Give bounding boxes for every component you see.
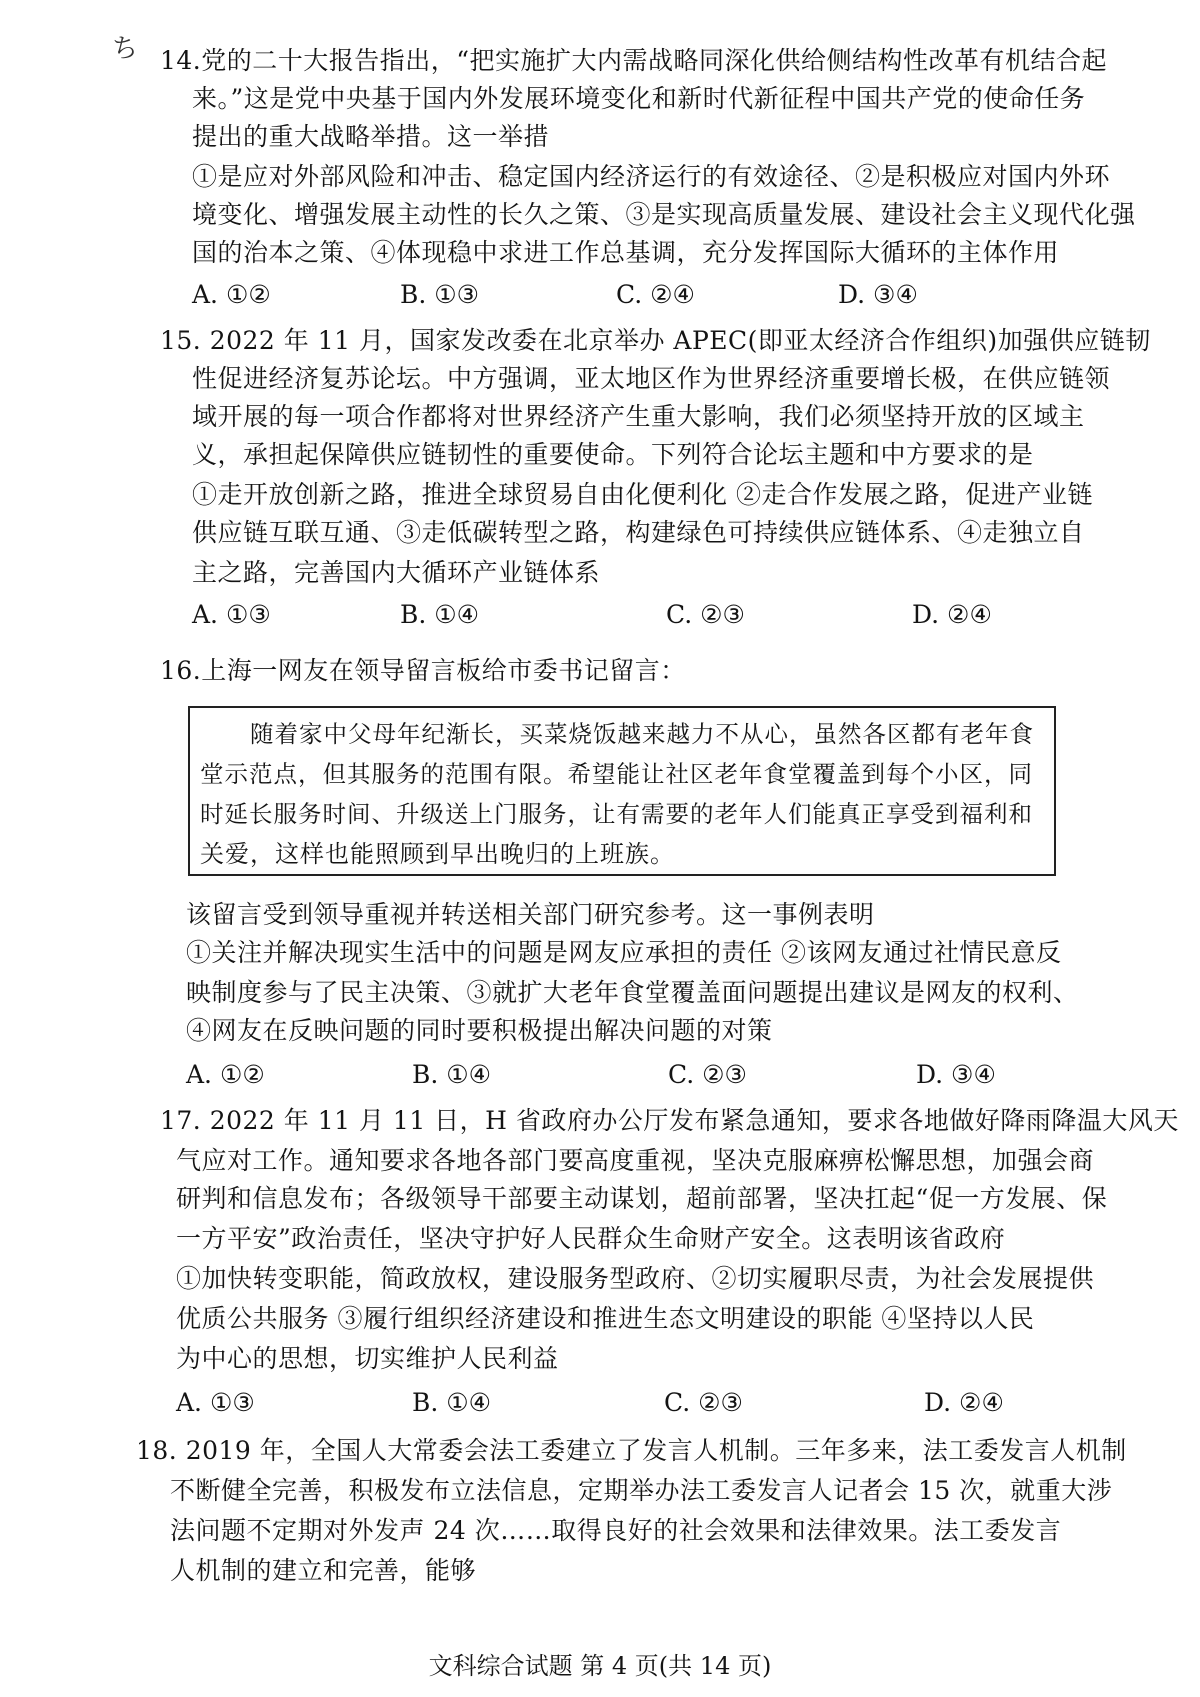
q16-line: ④网友在反映问题的同时要积极提出解决问题的对策 xyxy=(186,1016,773,1045)
q15-option-a: A. ①③ xyxy=(192,600,271,629)
q17-line: 17. 2022 年 11 月 11 日，H 省政府办公厅发布紧急通知，要求各地做好降雨降温大风天 xyxy=(160,1106,1179,1135)
q17-option-a: A. ①③ xyxy=(176,1388,255,1417)
q14-line: ①是应对外部风险和冲击、稳定国内经济运行的有效途径、②是积极应对国内外环 xyxy=(192,162,1111,191)
q17-line: ①加快转变职能，简政放权，建设服务型政府、②切实履职尽责，为社会发展提供 xyxy=(176,1264,1095,1293)
q14-options xyxy=(192,278,1072,312)
q14-line: 14.党的二十大报告指出，“把实施扩大内需战略同深化供给侧结构性改革有机结合起 xyxy=(160,46,1108,75)
q16-line: 映制度参与了民主决策、③就扩大老年食堂覆盖面问题提出建议是网友的权利、 xyxy=(186,978,1079,1007)
quoted-message-line: 关爱，这样也能照顾到早出晚归的上班族。 xyxy=(200,840,675,868)
q15-line: 性促进经济复苏论坛。中方强调，亚太地区作为世界经济重要增长极，在供应链领 xyxy=(192,364,1111,393)
page-footer: 文科综合试题 第 4 页(共 14 页) xyxy=(428,1652,772,1680)
q15-line: 供应链互联互通、③走低碳转型之路，构建绿色可持续供应链体系、④走独立自 xyxy=(192,518,1085,547)
q16-option-c: C. ②③ xyxy=(668,1060,747,1089)
quoted-message-line: 时延长服务时间、升级送上门服务，让有需要的老年人们能真正享受到福利和 xyxy=(200,800,1033,828)
q17-line: 为中心的思想，切实维护人民利益 xyxy=(176,1344,559,1373)
q15-options xyxy=(192,598,1072,632)
q17-line: 气应对工作。通知要求各地各部门要高度重视，坚决克服麻痹松懈思想，加强会商 xyxy=(176,1146,1095,1175)
q14-option-c: C. ②④ xyxy=(616,280,695,309)
margin-mark: ち xyxy=(112,34,139,64)
q17-option-d: D. ②④ xyxy=(924,1388,1004,1417)
q16-option-a: A. ①② xyxy=(186,1060,265,1089)
q14-line: 境变化、增强发展主动性的长久之策、③是实现高质量发展、建设社会主义现代化强 xyxy=(192,200,1136,229)
q18-line: 人机制的建立和完善，能够 xyxy=(170,1556,477,1585)
q16-options xyxy=(186,1058,1066,1092)
quoted-message-line: 随着家中父母年纪渐长，买菜烧饭越来越力不从心，虽然各区都有老年食 xyxy=(250,720,1034,748)
q15-option-d: D. ②④ xyxy=(912,600,992,629)
q16-option-b: B. ①④ xyxy=(412,1060,492,1089)
q14-option-d: D. ③④ xyxy=(838,280,918,309)
q17-option-c: C. ②③ xyxy=(664,1388,743,1417)
q17-option-b: B. ①④ xyxy=(412,1388,492,1417)
q16-line: 该留言受到领导重视并转送相关部门研究参考。这一事例表明 xyxy=(186,900,875,929)
q16-option-d: D. ③④ xyxy=(916,1060,996,1089)
q17-options xyxy=(176,1386,1076,1420)
q14-line: 提出的重大战略举措。这一举措 xyxy=(192,122,550,151)
q15-option-c: C. ②③ xyxy=(666,600,745,629)
q15-line: 域开展的每一项合作都将对世界经济产生重大影响，我们必须坚持开放的区域主 xyxy=(192,402,1085,431)
q18-line: 18. 2019 年，全国人大常委会法工委建立了发言人机制。三年多来，法工委发言人机制 xyxy=(136,1436,1127,1465)
quoted-message-line: 堂示范点，但其服务的范围有限。希望能让社区老年食堂覆盖到每个小区，同 xyxy=(200,760,1033,788)
q17-line: 一方平安”政治责任，坚决守护好人民群众生命财产安全。这表明该省政府 xyxy=(176,1224,1006,1253)
q14-option-a: A. ①② xyxy=(192,280,271,309)
q15-line: 义，承担起保障供应链韧性的重要使命。下列符合论坛主题和中方要求的是 xyxy=(192,440,1034,469)
q15-line: 主之路，完善国内大循环产业链体系 xyxy=(192,558,601,587)
q16-line: ①关注并解决现实生活中的问题是网友应承担的责任 ②该网友通过社情民意反 xyxy=(186,938,1062,967)
q15-option-b: B. ①④ xyxy=(400,600,480,629)
q14-line: 来。”这是党中央基于国内外发展环境变化和新时代新征程中国共产党的使命任务 xyxy=(192,84,1086,113)
q18-line: 法问题不定期对外发声 24 次……取得良好的社会效果和法律效果。法工委发言 xyxy=(170,1516,1062,1545)
q15-line: ①走开放创新之路，推进全球贸易自由化便利化 ②走合作发展之路，促进产业链 xyxy=(192,480,1093,509)
q17-line: 优质公共服务 ③履行组织经济建设和推进生态文明建设的职能 ④坚持以人民 xyxy=(176,1304,1035,1333)
q17-line: 研判和信息发布；各级领导干部要主动谋划，超前部署，坚决扛起“促一方发展、保 xyxy=(176,1184,1108,1213)
q16-intro: 16.上海一网友在领导留言板给市委书记留言： xyxy=(160,656,686,685)
q18-line: 不断健全完善，积极发布立法信息，定期举办法工委发言人记者会 15 次，就重大涉 xyxy=(170,1476,1113,1505)
quoted-message-box xyxy=(188,706,1056,876)
q14-option-b: B. ①③ xyxy=(400,280,480,309)
q15-line: 15. 2022 年 11 月，国家发改委在北京举办 APEC(即亚太经济合作组织)加强供应链韧 xyxy=(160,326,1151,355)
q14-line: 国的治本之策、④体现稳中求进工作总基调，充分发挥国际大循环的主体作用 xyxy=(192,238,1060,267)
